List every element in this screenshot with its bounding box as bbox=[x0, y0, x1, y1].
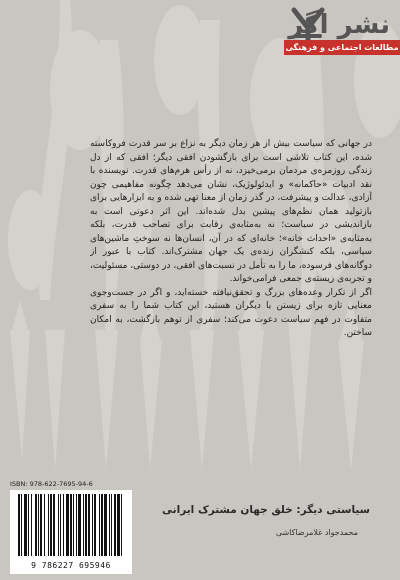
barcode-bar bbox=[50, 494, 52, 556]
barcode-bar bbox=[58, 494, 59, 556]
barcode-bar bbox=[111, 494, 112, 556]
barcode-bar bbox=[53, 494, 55, 556]
barcode-bar bbox=[18, 494, 20, 556]
barcode-bar bbox=[24, 494, 27, 556]
barcode-bar bbox=[76, 494, 77, 556]
barcode-bar bbox=[66, 494, 69, 556]
publisher-tagline: مطالعات اجتماعی و فرهنگی bbox=[284, 40, 400, 55]
barcode-bar bbox=[63, 494, 64, 556]
barcode-bar bbox=[121, 494, 122, 556]
barcode-bars bbox=[16, 494, 126, 556]
publisher-name: نشر اگر bbox=[288, 10, 390, 40]
blurb-paragraph: در جهانی که سیاست بیش از هر زمان دیگر به نزاع بر سر قدرت فروکاسته شده، این کتاب تلاشی است برای بازگشودن افقی دیگر؛ افقی که از دل زندگی روزمره‌ی مردمان برمی‌خیزد، نه از رأس هرم‌های قدرت. نویسنده با نقد ادبیات «حاکمانه» و ایدئولوژیک، نشان می‌دهد چگونه مفاهیمی چون آزادی، عدالت و پیشرفت، در گذر زمان از معنا تهی شده و به ابزارهایی برای بازتولید همان نظم‌های پیشین بدل شده‌اند. این اثر دعوتی است به بازاندیشی در سیاست؛ نه به‌مثابه‌ی رقابت برای تصاحب قدرت، بلکه به‌مثابه‌ی «احداث خانه»؛ خانه‌ای که در آن، انسان‌ها نه سوختِ ماشین‌های سیاسی، بلکه کنشگران زنده‌ی یک جهان مشترک‌اند. کتاب با عبور از دوگانه‌های فرسوده، ما را به تأمل در نسبت‌های افقی، در دوستی، مسئولیت، و تجربه‌ی زیسته‌ی جمعی فرامی‌خواند. bbox=[90, 139, 372, 284]
barcode-bar bbox=[60, 494, 61, 556]
barcode-bar bbox=[88, 494, 90, 556]
barcode-bar bbox=[70, 494, 72, 556]
isbn-label: ISBN: 978-622-7695-94-6 bbox=[10, 480, 93, 488]
book-author: محمدجواد غلامرضاکاشی bbox=[275, 528, 358, 537]
barcode-number: 9 786227 695946 bbox=[31, 561, 111, 570]
barcode-bar bbox=[114, 494, 116, 556]
barcode bbox=[10, 490, 132, 574]
blurb-paragraph: اگر از تکرار وعده‌های بزرگ و تحقق‌نیافته خسته‌اید، و اگر در جست‌وجوی معنایی تازه برای زیستن با دیگران هستید، این کتاب شما را به سفری متفاوت در فهم سیاست دعوت می‌کند؛ سفری از توهم بازگشت، به امکان ساختن. bbox=[90, 287, 372, 338]
barcode-bar bbox=[94, 494, 96, 556]
barcode-bar bbox=[117, 494, 120, 556]
barcode-bar bbox=[38, 494, 39, 556]
barcode-bar bbox=[83, 494, 84, 556]
barcode-bar bbox=[99, 494, 100, 556]
back-cover-blurb bbox=[90, 138, 372, 382]
barcode-bar bbox=[73, 494, 74, 556]
barcode-bar bbox=[92, 494, 93, 556]
barcode-bar bbox=[101, 494, 103, 556]
barcode-bar bbox=[28, 494, 29, 556]
barcode-bar bbox=[31, 494, 32, 556]
barcode-bar bbox=[85, 494, 87, 556]
barcode-bar bbox=[109, 494, 110, 556]
barcode-bar bbox=[104, 494, 107, 556]
barcode-bar bbox=[35, 494, 37, 556]
book-title: سیاستی دیگر: خلق جهان مشترک ایرانی bbox=[162, 504, 370, 516]
barcode-bar bbox=[78, 494, 81, 556]
barcode-bar bbox=[40, 494, 42, 556]
barcode-bar bbox=[21, 494, 22, 556]
barcode-bar bbox=[44, 494, 45, 556]
barcode-bar bbox=[48, 494, 49, 556]
bottom-section bbox=[0, 470, 400, 580]
